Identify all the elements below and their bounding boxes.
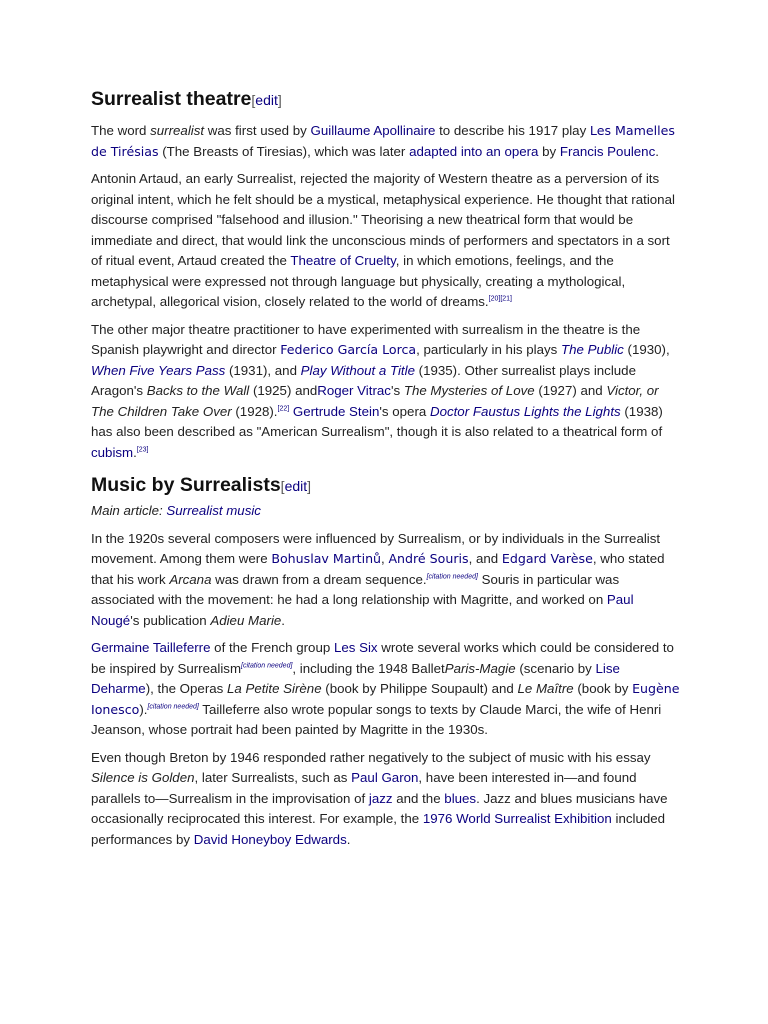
reference-link[interactable]: [23]: [136, 446, 149, 454]
text: was drawn from a dream sequence.: [211, 571, 427, 587]
italic-text: Le Maître: [517, 681, 574, 696]
italic-text: The Mysteries of Love: [403, 383, 535, 398]
text: , particularly in his plays: [416, 342, 561, 357]
italic-text: Paris-Magie: [444, 660, 516, 676]
paragraph-lorca: [91, 320, 681, 464]
text: Even though Breton by 1946 responded rather negatively to the subject of music with his essay: [91, 749, 651, 765]
text: (The Breasts of Tiresias), which was later: [158, 143, 410, 159]
link-cubism[interactable]: cubism: [91, 444, 134, 460]
link-surrealist-music[interactable]: Surrealist music: [166, 503, 261, 518]
section-heading-surrealist-theatre: [91, 84, 681, 115]
text: and the: [392, 790, 445, 806]
text: ,: [381, 551, 389, 566]
text: . Jazz and blues musicians have occasionally reciprocated this interest. For example, the: [91, 790, 668, 826]
paragraph-artaud: [91, 169, 681, 313]
text: , including the 1948 Ballet: [292, 660, 445, 676]
reference-link[interactable]: [20]: [488, 295, 501, 303]
link-blues[interactable]: blues: [444, 790, 477, 806]
section-heading-music-by-surrealists: [91, 470, 681, 501]
italic-text: Silence is Golden: [91, 770, 195, 785]
text: (1928).: [231, 403, 278, 419]
edit-section-bracket: [edit]: [251, 92, 282, 108]
link-paul-nouge[interactable]: Paul Nougé: [91, 592, 634, 628]
text: .: [655, 143, 659, 159]
text: , who stated that his work: [91, 551, 665, 587]
citation-needed-link[interactable]: [citation needed]: [426, 573, 478, 581]
edit-section-link[interactable]: edit: [255, 92, 278, 108]
italic-text: Adieu Marie: [210, 612, 282, 628]
text: 's: [390, 383, 404, 398]
text: Souris in particular was associated with the movement: he had a long relationship with Magritte, and worked on: [91, 571, 620, 607]
text: , and: [468, 551, 502, 566]
text: .: [281, 612, 285, 628]
link-lise-deharme[interactable]: Lise Deharme: [91, 660, 620, 696]
link-adapted-opera[interactable]: adapted into an opera: [409, 143, 539, 159]
text: (1935). Other surrealist plays include Aragon's: [91, 362, 636, 398]
text: (book by Philippe Soupault) and: [321, 681, 518, 696]
paragraph-tailleferre: [91, 638, 681, 741]
link-bohuslav-martinu[interactable]: Bohuslav Martinů: [271, 551, 382, 566]
edit-section-bracket: [edit]: [280, 478, 312, 494]
citation-needed-link[interactable]: [citation needed]: [147, 703, 199, 711]
hatnote-main-article: [91, 501, 681, 522]
link-roger-vitrac[interactable]: Roger Vitrac: [317, 383, 391, 398]
text: (1927) and: [534, 383, 607, 398]
link-david-honeyboy-edwards[interactable]: David Honeyboy Edwards: [193, 831, 347, 847]
text: , later Surrealists, such as: [194, 770, 352, 785]
text: to describe his 1917 play: [435, 123, 590, 138]
text: (scenario by: [515, 660, 596, 676]
link-edgard-varese[interactable]: Edgard Varèse: [501, 551, 593, 566]
text: The other major theatre practitioner to have experimented with surrealism in the theatre is the Spanish playwright and director: [91, 321, 641, 357]
text: wrote several works which could be considered to be inspired by Surrealism: [91, 640, 674, 676]
link-paul-garon[interactable]: Paul Garon: [351, 770, 419, 785]
edit-section-link[interactable]: edit: [284, 478, 308, 494]
hatnote-label: Main article:: [91, 503, 167, 518]
link-gertrude-stein[interactable]: Gertrude Stein: [292, 403, 380, 419]
paragraph-jazz-blues: [91, 748, 681, 851]
link-federico-garcia-lorca[interactable]: Federico García Lorca: [280, 342, 417, 357]
paragraph-apollinaire: [91, 121, 681, 162]
text: ), the Operas: [145, 681, 227, 696]
link-doctor-faustus[interactable]: Doctor Faustus Lights the Lights: [429, 403, 621, 419]
text: .: [133, 444, 137, 460]
article-content: [91, 84, 681, 857]
link-eugene-ionesco[interactable]: Eugène Ionesco: [91, 681, 680, 717]
paragraph-composers: [91, 529, 681, 632]
link-the-public[interactable]: The Public: [561, 342, 624, 357]
text: 's opera: [379, 403, 430, 419]
reference-link[interactable]: [21]: [500, 295, 512, 303]
link-les-mamelles[interactable]: Les Mamelles de Tirésias: [91, 123, 675, 159]
text: (1938) has also been described as "American Surrealism", though it is also related to a theatrical form of: [91, 403, 663, 439]
link-jazz[interactable]: jazz: [368, 790, 393, 806]
text: .: [346, 831, 351, 847]
link-andre-souris[interactable]: André Souris: [388, 551, 469, 566]
text: included performances by: [91, 811, 666, 847]
italic-text: surrealist: [150, 123, 205, 138]
link-theatre-of-cruelty[interactable]: Theatre of Cruelty: [290, 253, 396, 268]
text: of the French group: [210, 640, 334, 655]
text: , have been interested in—and found parallels to—Surrealism in the improvisation of: [91, 770, 637, 806]
link-germaine-tailleferre[interactable]: Germaine Tailleferre: [91, 640, 211, 655]
text: Tailleferre also wrote popular songs to texts by Claude Marci, the wife of Henri Jeanson, whose portrait had been painted by Magritte in the 1930s.: [91, 701, 662, 737]
italic-text: Arcana: [169, 571, 212, 587]
link-play-without-a-title[interactable]: Play Without a Title: [300, 362, 415, 378]
text: (1931), and: [225, 362, 301, 378]
text: (1925) and: [249, 383, 318, 398]
text: In the 1920s several composers were influenced by Surrealism, or by individuals in the Surrealist movement. Among them were: [91, 530, 661, 566]
italic-text: Backs to the Wall: [146, 383, 250, 398]
citation-needed-link[interactable]: [citation needed]: [241, 662, 293, 670]
heading-text: Surrealist theatre: [91, 88, 252, 110]
link-guillaume-apollinaire[interactable]: Guillaume Apollinaire: [310, 123, 436, 138]
italic-text: La Petite Sirène: [226, 681, 322, 696]
text: by: [538, 143, 560, 159]
link-francis-poulenc[interactable]: Francis Poulenc: [559, 143, 656, 159]
text: was first used by: [204, 123, 311, 138]
italic-text: Victor, or The Children Take Over: [91, 383, 659, 419]
text: (1930),: [623, 342, 670, 357]
heading-text: Music by Surrealists: [91, 474, 281, 496]
text: Antonin Artaud, an early Surrealist, rejected the majority of Western theatre as a perversion of its original intent, which he felt should be a mystical, metaphysical experience. He thought that rational discourse comprised "falsehood and illusion." Theorising a new theatrical form that would be immediate and direct, that would link the unconscious minds of performers and spectators in a sort of ritual event, Artaud created the: [91, 171, 675, 268]
text: The word: [91, 123, 151, 138]
link-1976-world-surrealist-exhibition[interactable]: 1976 World Surrealist Exhibition: [422, 811, 612, 826]
text: ).: [139, 701, 148, 717]
text: (book by: [573, 681, 633, 696]
reference-link[interactable]: [22]: [277, 405, 290, 413]
link-when-five-years-pass[interactable]: When Five Years Pass: [91, 362, 226, 378]
text: , in which emotions, feelings, and the metaphysical were expressed not through language but physically, creating a mythological, archetypal, allegorical vision, closely related to the world of dreams.: [91, 253, 626, 309]
text: 's publication: [130, 612, 211, 628]
link-les-six[interactable]: Les Six: [333, 640, 378, 655]
